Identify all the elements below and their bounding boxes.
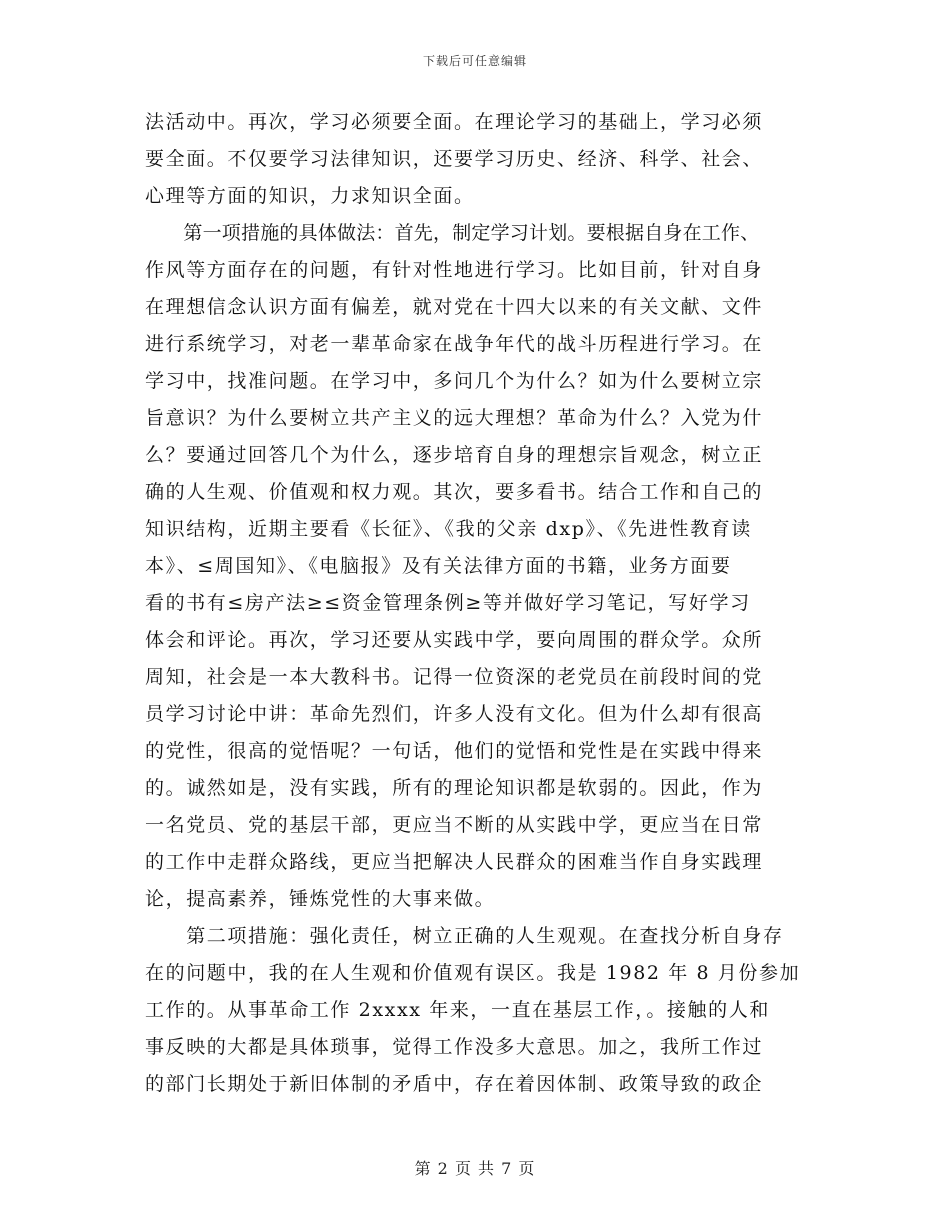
text-line: 事反映的大都是具体琐事，觉得工作没多大意思。加之，我所工作过 (145, 1036, 764, 1058)
text-line: 一名党员、党的基层干部，更应当不断的从实践中学，更应当在日常 (145, 814, 764, 836)
text-line: 在的问题中，我的在人生观和价值观有误区。我是 1982 年 8 月份参加 (145, 962, 801, 984)
text-line: 体会和评论。再次，学习还要从实践中学，要向周围的群众学。众所 (145, 629, 764, 651)
text-line: 心理等方面的知识，力求知识全面。 (145, 185, 475, 207)
document-body (145, 104, 805, 1103)
text-line: 知识结构，近期主要看《长征》、《我的父亲 dxp》、《先进性教育读 (145, 518, 752, 540)
text-line: 进行系统学习，对老一辈革命家在战争年代的战斗历程进行学习。在 (145, 333, 764, 355)
text-line: 的党性，很高的觉悟呢？一句话，他们的觉悟和党性是在实践中得来 (145, 740, 764, 762)
text-line: 周知，社会是一本大教科书。记得一位资深的老党员在前段时间的党 (145, 666, 764, 688)
text-line: 第一项措施的具体做法：首先，制定学习计划。要根据自身在工作、 (145, 222, 760, 244)
text-line: 么？要通过回答几个为什么，逐步培育自身的理想宗旨观念，树立正 (145, 444, 764, 466)
text-line: 学习中，找准问题。在学习中，多问几个为什么？如为什么要树立宗 (145, 370, 764, 392)
text-line: 作风等方面存在的问题，有针对性地进行学习。比如目前，针对自身 (145, 259, 764, 281)
text-line: 看的书有≤房产法≥≤资金管理条例≥等并做好学习笔记，写好学习 (145, 592, 751, 614)
text-line: 第二项措施：强化责任，树立正确的人生观观。在查找分析自身存 (145, 925, 784, 947)
text-line: 的。诚然如是，没有实践，所有的理论知识都是软弱的。因此，作为 (145, 777, 764, 799)
page-header: 下载后可任意编辑 (422, 54, 527, 68)
text-line: 在理想信念认识方面有偏差，就对党在十四大以来的有关文献、文件 (145, 296, 764, 318)
page-number: 第 2 页 共 7 页 (414, 1159, 536, 1178)
text-line: 的工作中走群众路线，更应当把解决人民群众的困难当作自身实践理 (145, 851, 764, 873)
text-line: 法活动中。再次，学习必须要全面。在理论学习的基础上，学习必须 (145, 111, 764, 133)
text-line: 要全面。不仅要学习法律知识，还要学习历史、经济、科学、社会、 (145, 148, 764, 170)
text-line: 员学习讨论中讲：革命先烈们，许多人没有文化。但为什么却有很高 (145, 703, 764, 725)
text-line: 确的人生观、价值观和权力观。其次，要多看书。结合工作和自己的 (145, 481, 764, 503)
text-line: 旨意识？为什么要树立共产主义的远大理想？革命为什么？入党为什 (145, 407, 764, 429)
text-line: 的部门长期处于新旧体制的矛盾中，存在着因体制、政策导致的政企 (145, 1073, 764, 1095)
text-line: 工作的。从事革命工作 2xxxx 年来，一直在基层工作，。接触的人和 (145, 999, 770, 1021)
text-line: 论，提高素养，锤炼党性的大事来做。 (145, 888, 496, 910)
text-line: 本》、≤周国知》、《电脑报》及有关法律方面的书籍，业务方面要 (145, 555, 732, 577)
